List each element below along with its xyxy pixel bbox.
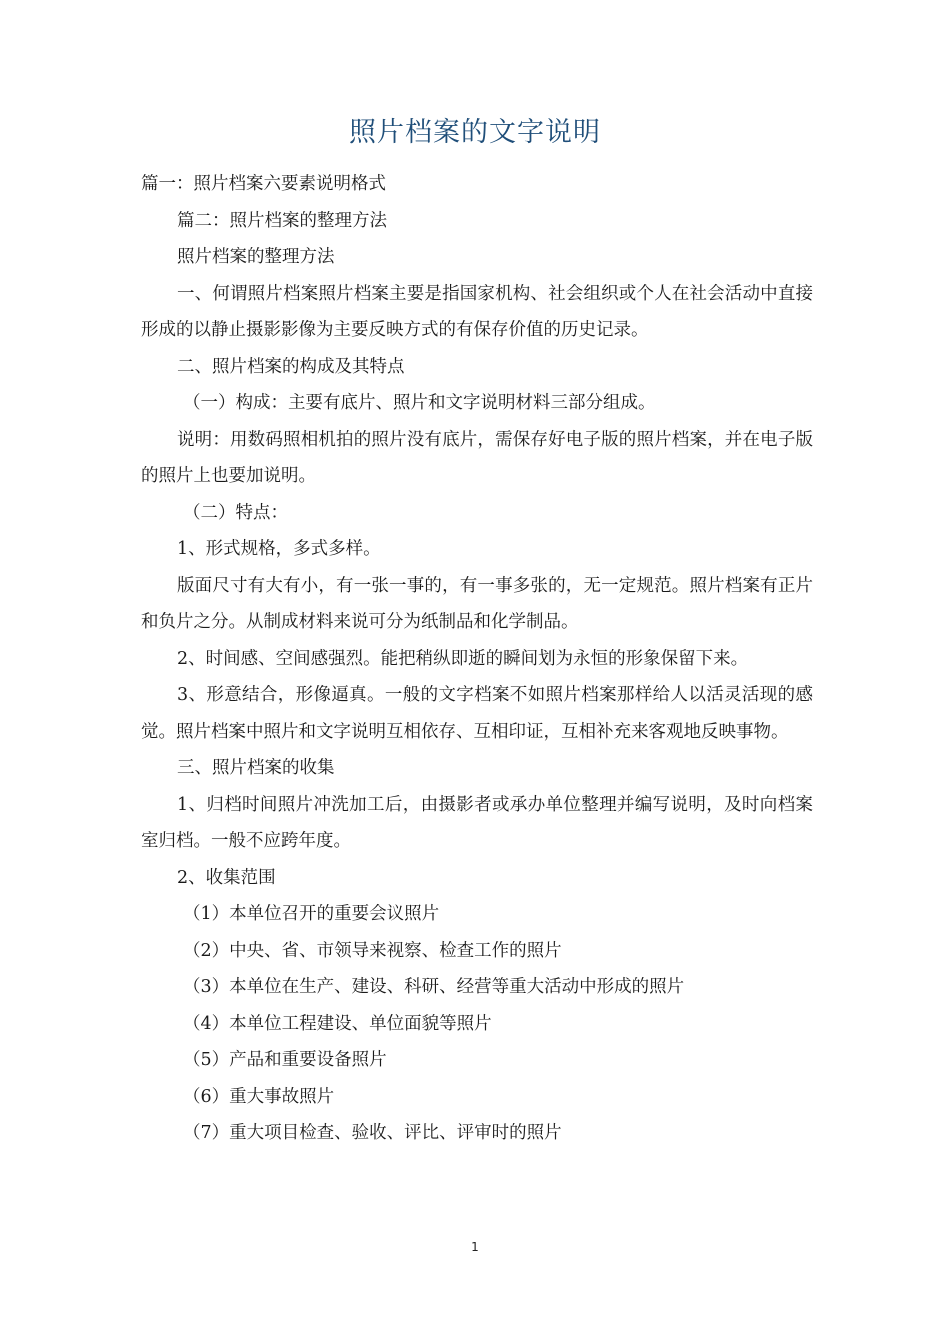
- paragraph: 说明：用数码照相机拍的照片没有底片，需保存好电子版的照片档案，并在电子版的照片上也要加说明。: [141, 429, 813, 486]
- list-item: （1）本单位召开的重要会议照片: [183, 904, 440, 924]
- paragraph: 2、收集范围: [177, 867, 276, 888]
- paragraph: （一）构成：主要有底片、照片和文字说明材料三部分组成。: [183, 393, 656, 413]
- list-item: （7）重大项目检查、验收、评比、评审时的照片: [183, 1123, 562, 1143]
- list-item: （4）本单位工程建设、单位面貌等照片: [183, 1013, 492, 1034]
- paragraph: 二、照片档案的构成及其特点: [177, 356, 405, 377]
- document-title: 照片档案的文字说明: [349, 117, 601, 148]
- paragraph: 篇一：照片档案六要素说明格式: [141, 174, 386, 194]
- document-body: [141, 166, 813, 1152]
- list-item: （2）中央、省、市领导来视察、检查工作的照片: [183, 940, 562, 961]
- paragraph: （二）特点：: [183, 502, 288, 523]
- paragraph: 2、时间感、空间感强烈。能把稍纵即逝的瞬间划为永恒的形象保留下来。: [177, 648, 749, 669]
- list-item: （3）本单位在生产、建设、科研、经营等重大活动中形成的照片: [183, 977, 685, 997]
- paragraph: 1、形式规格，多式多样。: [177, 539, 381, 559]
- list-item: （5）产品和重要设备照片: [183, 1050, 387, 1070]
- paragraph: 1、归档时间照片冲洗加工后，由摄影者或承办单位整理并编写说明，及时向档案室归档。一般不应跨年度。: [141, 794, 813, 851]
- paragraph: 三、照片档案的收集: [177, 758, 335, 778]
- paragraph: 一、何谓照片档案照片档案主要是指国家机构、社会组织或个人在社会活动中直接形成的以静止摄影影像为主要反映方式的有保存价值的历史记录。: [141, 283, 813, 340]
- paragraph: 3、形意结合，形像逼真。一般的文字档案不如照片档案那样给人以活灵活现的感觉。照片档案中照片和文字说明互相依存、互相印证，互相补充来客观地反映事物。: [141, 685, 813, 742]
- list-item: （6）重大事故照片: [183, 1086, 335, 1107]
- paragraph: 篇二：照片档案的整理方法: [177, 210, 387, 231]
- page-number: 1: [471, 1240, 479, 1254]
- paragraph: 版面尺寸有大有小，有一张一事的，有一事多张的，无一定规范。照片档案有正片和负片之分。从制成材料来说可分为纸制品和化学制品。: [141, 575, 813, 632]
- paragraph: 照片档案的整理方法: [177, 247, 335, 267]
